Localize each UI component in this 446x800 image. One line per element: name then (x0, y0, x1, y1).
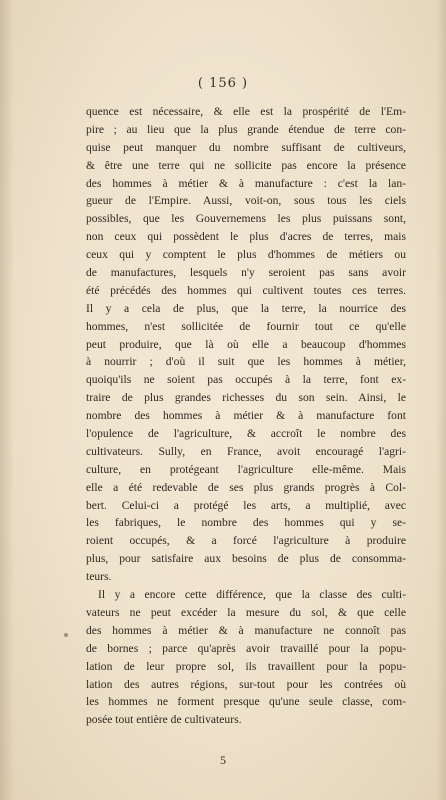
text-line: l'opulence de l'agriculture, & accroît le nombre des (86, 427, 406, 441)
text-line: ceux qui y comptent le plus d'hommes de métiers ou (86, 248, 406, 262)
signature-mark: 5 (220, 753, 226, 767)
text-line: non ceux qui possèdent le plus d'acres de terres, mais (86, 230, 406, 244)
text-line: gueur de l'Empire. Aussi, voit-on, sous tous les ciels (86, 194, 406, 208)
paragraph-start-line: Il y a encore cette différence, que la classe des culti- (98, 588, 406, 602)
ink-speck (64, 633, 68, 637)
text-line: peut produire, que là où elle a beaucoup d'hommes (86, 337, 406, 351)
text-line: les fabriques, le nombre des hommes qui y se- (86, 516, 406, 530)
text-line: pire ; au lieu que la plus grande étendue de terre con- (86, 122, 406, 136)
text-line: hommes, n'est sollicitée de fournir tout ce qu'elle (86, 319, 406, 333)
text-line: plus, pour satisfaire aux besoins de plus de consomma- (86, 552, 406, 566)
text-line: des hommes à métier & à manufacture : c'est la lan- (86, 176, 406, 190)
text-line: & être une terre qui ne sollicite pas encore la présence (86, 158, 406, 172)
page-gutter-shadow (0, 0, 14, 800)
text-line: de bornes ; parce qu'après avoir travaillé pour la popu- (86, 641, 406, 655)
body-text (86, 103, 406, 729)
text-line: quise peut manquer du nombre suffisant de cultiveurs, (86, 140, 406, 154)
paragraph-end-line: posée tout entière de cultivateurs. (86, 713, 242, 727)
paragraph-end-line: teurs. (86, 570, 112, 584)
text-line: nombre des hommes à métier & à manufacture font (86, 409, 406, 423)
text-line: traire de plus grandes richesses du son sein. Ainsi, le (86, 391, 406, 405)
text-line: des hommes à métier & à manufacture ne connoît pas (86, 623, 406, 637)
text-line: possibles, que les Gouvernemens les plus puissans sont, (86, 212, 406, 226)
text-line: lation des autres régions, sur-tout pour les contrées où (86, 677, 406, 691)
text-line: culture, en protégeant l'agriculture elle-même. Mais (86, 462, 406, 476)
text-line: elle a été redevable de ses plus grands progrès à Col- (86, 480, 406, 494)
text-line: été précédés des hommes qui cultivent toutes ces terres. (86, 283, 406, 297)
text-line: quence est nécessaire, & elle est la prospérité de l'Em- (86, 105, 406, 118)
page-number: ( 156 ) (197, 76, 249, 91)
text-line: lation de leur propre sol, ils travaillent pour la popu- (86, 659, 406, 673)
text-line: Il y a cela de plus, que la terre, la nourrice des (86, 301, 406, 315)
text-line: à nourrir ; d'où il suit que les hommes à métier, (86, 355, 406, 369)
text-line: bert. Celui-ci a protégé les arts, a multiplié, avec (86, 498, 406, 512)
text-line: vateurs ne peut excéder la mesure du sol, & que celle (86, 605, 406, 619)
page-edge-shadow (436, 0, 446, 800)
text-line: cultivateurs. Sully, en France, avoit encouragé l'agri- (86, 444, 406, 458)
text-line: quoiqu'ils ne soient pas occupés à la terre, font ex- (86, 373, 406, 387)
text-line: roient occupés, & a forcé l'agriculture à produire (86, 534, 406, 548)
text-line: les hommes ne forment presque qu'une seule classe, com- (86, 695, 406, 709)
text-line: de manufactures, lesquels n'y seroient pas sans avoir (86, 266, 406, 280)
